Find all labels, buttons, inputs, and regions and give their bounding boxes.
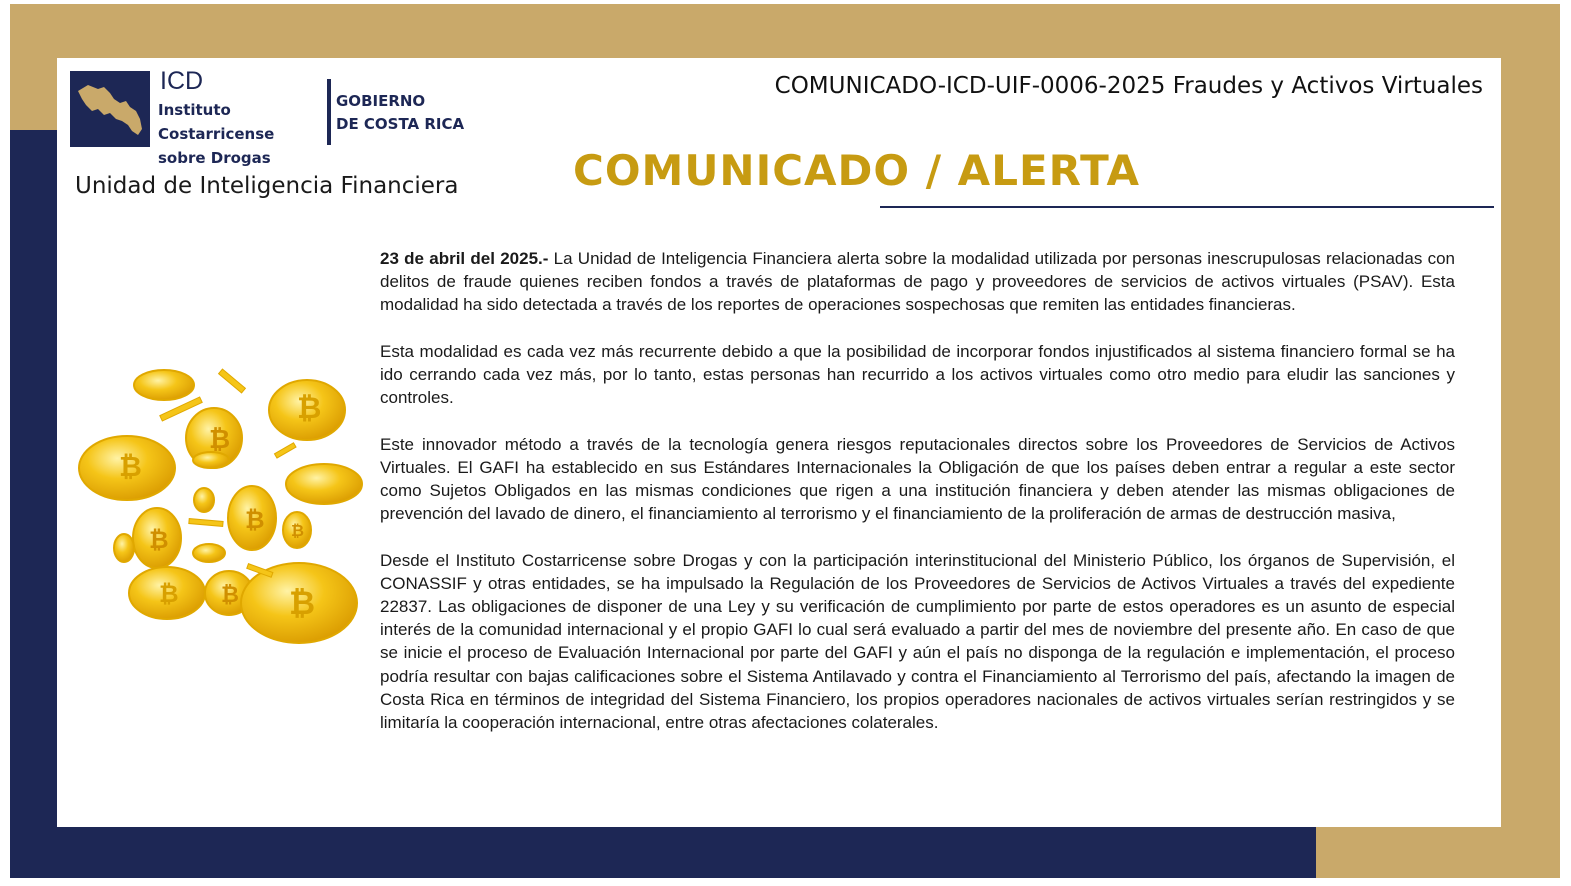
paragraph-3: Este innovador método a través de la tecnología genera riesgos reputacionales directos sobre los Proveedores de Servicios de Activos Virtuales. El GAFI ha establecido en sus Estándares Internacionales la Obligación de que los países deben entrar a regular a este sector como Sujetos Obligados en las mismas condiciones que rigen a una institución financiera y deben atender las mismas obligaciones de prevención del lavado de dinero, el financiamiento al terrorismo y el financiamiento de la proliferación de armas de destrucción masiva, (380, 434, 1455, 524)
date-lead: 23 de abril del 2025.- (380, 249, 549, 268)
costa-rica-map-icon (70, 71, 150, 147)
institute-abbreviation: ICD (160, 67, 204, 95)
government-line: GOBIERNO (336, 92, 426, 110)
document-card (57, 58, 1501, 827)
institute-name-line: Costarricense (158, 125, 275, 143)
svg-text:₿: ₿ (291, 521, 305, 540)
svg-text:₿: ₿ (149, 526, 169, 554)
svg-text:₿: ₿ (159, 580, 179, 608)
svg-text:₿: ₿ (289, 584, 316, 622)
svg-text:₿: ₿ (245, 506, 265, 534)
institute-name (158, 98, 308, 170)
page-title: COMUNICADO / ALERTA (573, 146, 1140, 195)
government-divider (327, 79, 331, 145)
svg-text:₿: ₿ (221, 583, 239, 608)
title-underline (880, 206, 1494, 208)
svg-text:₿: ₿ (119, 450, 142, 483)
institute-name-line: sobre Drogas (158, 149, 271, 167)
unit-title: Unidad de Inteligencia Financiera (75, 173, 459, 199)
government-label (336, 90, 496, 136)
bitcoin-coins-illustration (69, 348, 369, 666)
document-id: COMUNICADO-ICD-UIF-0006-2025 Fraudes y Activos Virtuales (774, 73, 1483, 99)
svg-text:₿: ₿ (297, 391, 322, 426)
paragraph-4: Desde el Instituto Costarricense sobre Drogas y con la participación interinstitucional del Ministerio Público, los órganos de Supervisión, el CONASSIF y otras entidades, se ha impulsado la Regulación de los Proveedores de Servicios de Activos Virtuales a través del expediente 22837. Las obligaciones de disponer de una Ley y su verificación de cumplimiento por parte de estos operadores es un asunto de especial interés de la comunidad internacional y el propio GAFI lo cual será evaluado a partir del mes de noviembre del presente año. En caso de que se inicie el proceso de Evaluación Internacional por parte del GAFI y aún el país no disponga de la regulación e implementación, el proceso podría resultar con bajas calificaciones sobre el Sistema Antilavado y contra el Financiamiento al Terrorismo del país, afectando la imagen de Costa Rica en términos de integridad del Sistema Financiero, los propios operadores nacionales de activos virtuales serían restringidos y se limitaría la cooperación internacional, entre otras afectaciones colaterales. (380, 550, 1455, 733)
document-body (380, 247, 1455, 757)
background-frame-navy-bottom (10, 820, 1316, 878)
government-line: DE COSTA RICA (336, 115, 465, 133)
institute-name-line: Instituto (158, 101, 231, 119)
paragraph-2: Esta modalidad es cada vez más recurrente debido a que la posibilidad de incorporar fondos injustificados al sistema financiero formal se ha ido cerrando cada vez más, por lo tanto, estas personas han recurrido a los activos virtuales como otro medio para eludir las sanciones y controles. (380, 341, 1455, 408)
paragraph-1 (380, 247, 1455, 317)
paragraph-1-text: La Unidad de Inteligencia Financiera alerta sobre la modalidad utilizada por personas inescrupulosas relacionadas con delitos de fraude quienes reciben fondos a través de plataformas de pago y proveedores de servicios de activos virtuales (PSAV). Esta modalidad ha sido detectada a través de los reportes de operaciones sospechosas que remiten las entidades financieras. (380, 249, 1455, 315)
svg-text:₿: ₿ (209, 425, 231, 455)
